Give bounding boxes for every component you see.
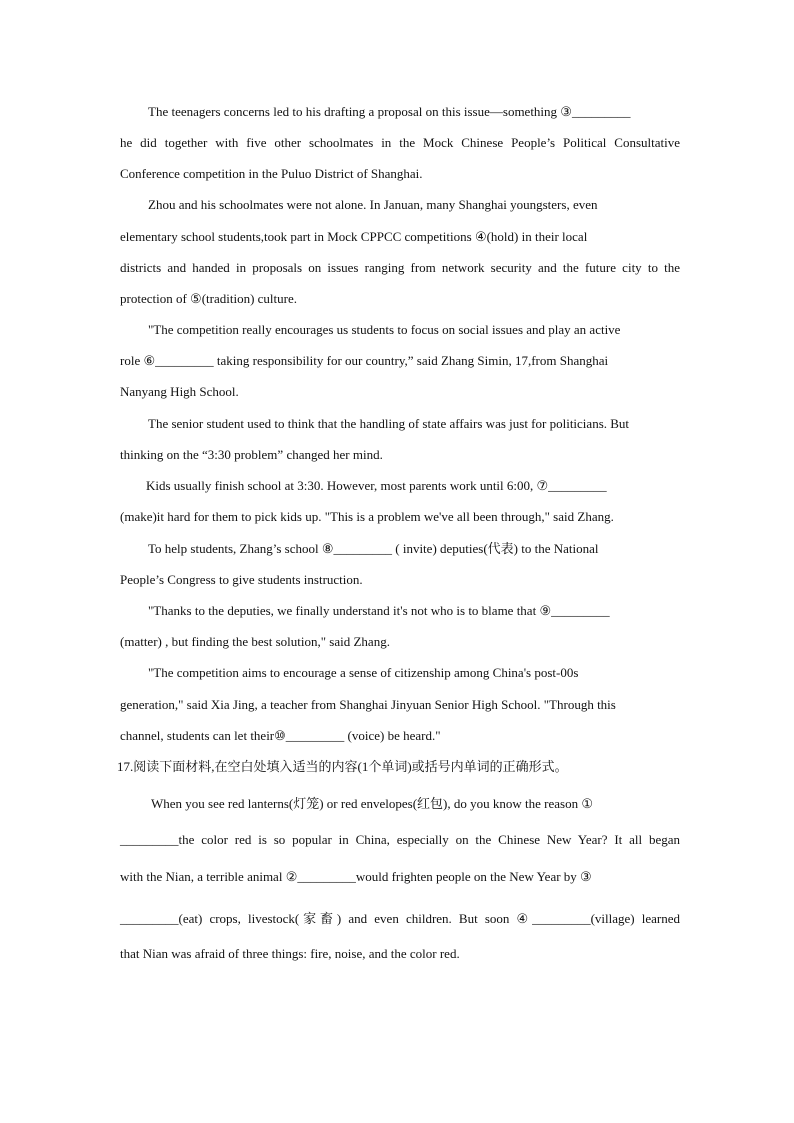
passage1-line-19: "The competition aims to encourage a sense of citizenship among China's post-00s — [148, 665, 579, 680]
passage1-line-9: role ⑥_________ taking responsibility for our country,” said Zhang Simin, 17,from Shanghai — [120, 353, 609, 368]
passage1-line-3: Conference competition in the Puluo District of Shanghai. — [120, 166, 423, 181]
passage1-line-13: Kids usually finish school at 3:30. However, most parents work until 6:00, ⑦_________ — [146, 478, 607, 493]
passage1-line-10: Nanyang High School. — [120, 384, 239, 399]
passage1-line-5: elementary school students,took part in Mock CPPCC competitions ④(hold) in their local — [120, 229, 588, 244]
passage1-line-2: he did together with five other schoolmates in the Mock Chinese People’s Political Consultative — [120, 135, 680, 150]
passage1-line-15: To help students, Zhang’s school ⑧_________ ( invite) deputies(代表) to the National — [148, 541, 599, 556]
question17-line-5: that Nian was afraid of three things: fire, noise, and the color red. — [120, 946, 460, 961]
passage1-line-20: generation," said Xia Jing, a teacher from Shanghai Jinyuan Senior High School. "Through this — [120, 697, 616, 712]
passage1-line-11: The senior student used to think that the handling of state affairs was just for politicians. But — [148, 416, 630, 431]
passage1-line-8: "The competition really encourages us students to focus on social issues and play an active — [148, 322, 621, 337]
question17-line-4: _________(eat) crops, livestock(家畜) and even children. But soon ④_________(village) learned — [120, 911, 680, 926]
passage1-line-17: "Thanks to the deputies, we finally understand it's not who is to blame that ⑨_________ — [148, 603, 610, 618]
question-17-heading: 17.阅读下面材料,在空白处填入适当的内容(1个单词)或括号内单词的正确形式。 — [117, 759, 568, 774]
passage1-line-6: districts and handed in proposals on issues ranging from network security and the future city to the — [120, 260, 680, 275]
question17-line-3: with the Nian, a terrible animal ②_________would frighten people on the New Year by ③ — [120, 869, 592, 884]
passage1-line-18: (matter) , but finding the best solution," said Zhang. — [120, 634, 390, 649]
passage1-line-7: protection of ⑤(tradition) culture. — [120, 291, 297, 306]
passage1-line-14: (make)it hard for them to pick kids up. "This is a problem we've all been through," said Zhang. — [120, 509, 614, 524]
passage1-line-1: The teenagers concerns led to his drafting a proposal on this issue—something ③_________ — [148, 104, 631, 119]
passage1-line-16: People’s Congress to give students instruction. — [120, 572, 363, 587]
question17-line-2: _________the color red is so popular in China, especially on the Chinese New Year? It all began — [120, 832, 680, 847]
question17-line-1: When you see red lanterns(灯笼) or red envelopes(红包), do you know the reason ① — [151, 796, 593, 811]
passage1-line-21: channel, students can let their⑩_________ (voice) be heard." — [120, 728, 441, 743]
passage1-line-4: Zhou and his schoolmates were not alone. In Januan, many Shanghai youngsters, even — [148, 197, 598, 212]
passage1-line-12: thinking on the “3:30 problem” changed her mind. — [120, 447, 383, 462]
